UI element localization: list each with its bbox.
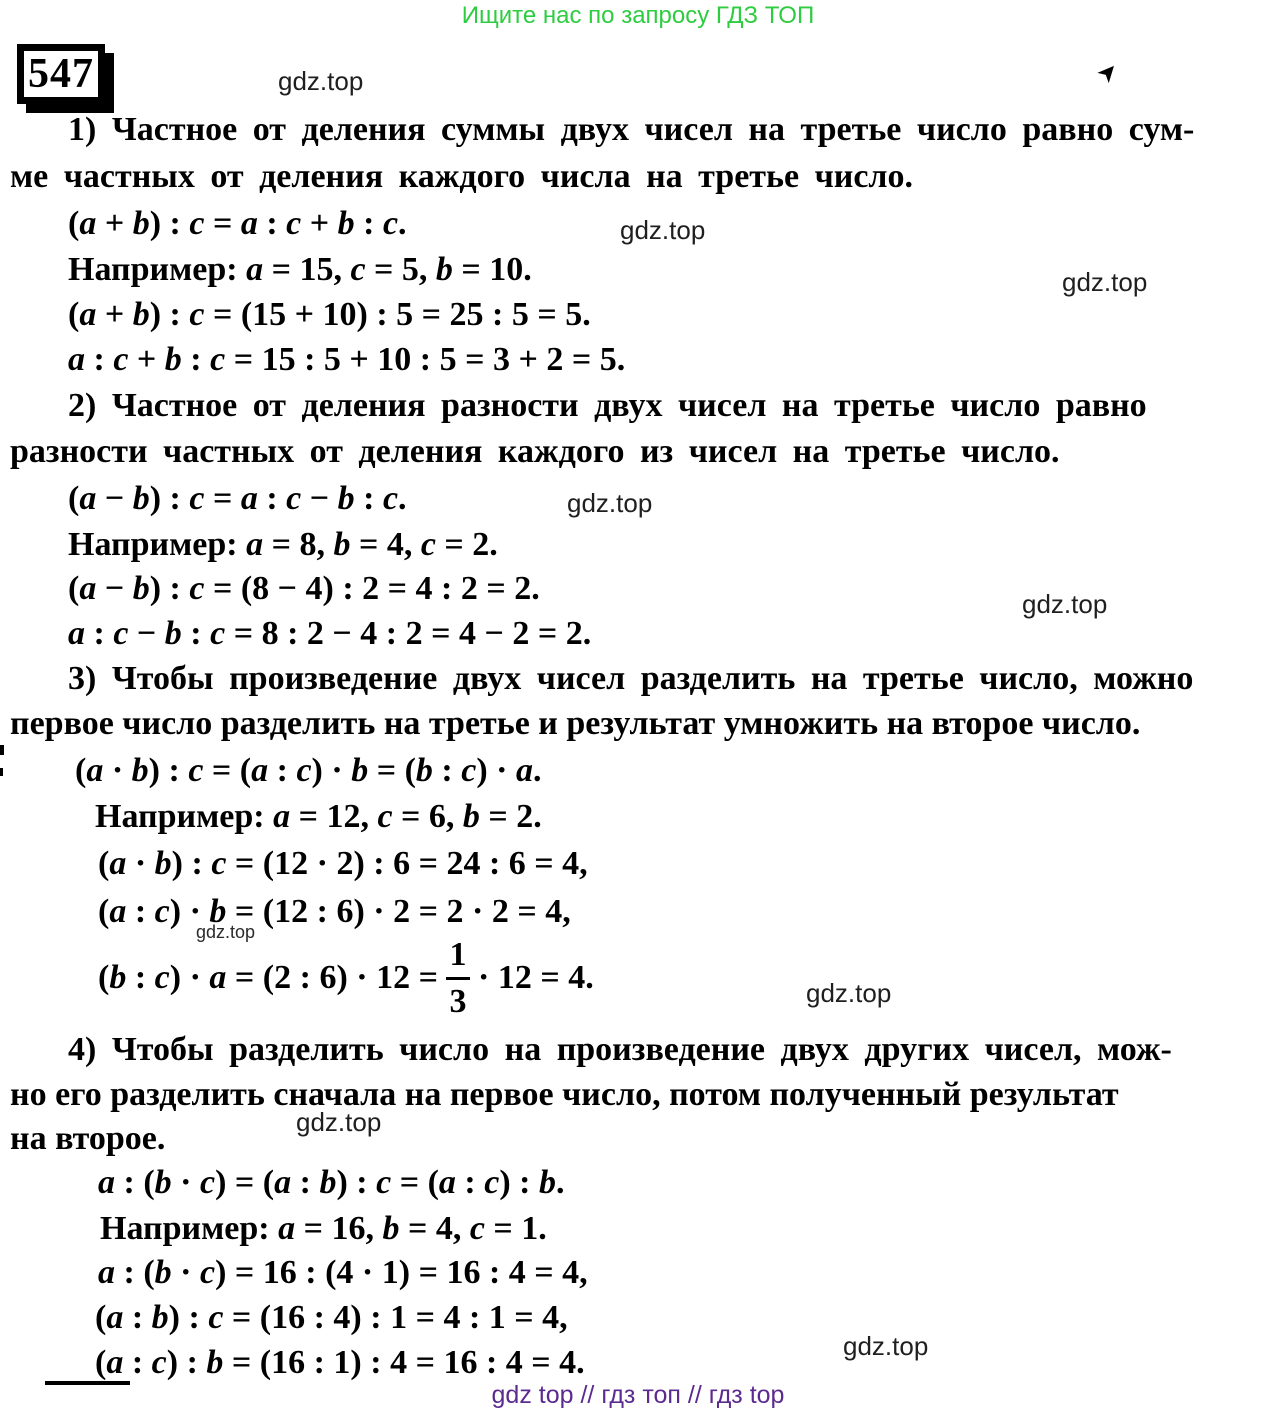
ink-smudge-icon: ➤ (1092, 56, 1125, 90)
statement-line: но его разделить сначала на первое число, потом полученный результат (10, 1076, 1119, 1113)
footer-watermark: gdz top // гдз топ // гдз top (491, 1381, 785, 1409)
gdz-watermark: gdz.top (567, 488, 653, 518)
statement-line: первое число разделить на третье и результат умножить на второе число. (10, 705, 1141, 742)
gdz-watermark: gdz.top (1022, 589, 1108, 619)
statement-line: ме частных от деления каждого числа на третье число. (10, 158, 913, 195)
example-line: Например: a = 12, c = 6, b = 2. (95, 798, 542, 835)
calc-line: a : c + b : c = 15 : 5 + 10 : 5 = 3 + 2 = 5. (68, 341, 626, 378)
gdz-watermark: gdz.top (196, 922, 256, 942)
calc-line: (a · b) : c = (12 · 2) : 6 = 24 : 6 = 4, (98, 845, 588, 882)
scan-artifact-tick (0, 768, 3, 776)
calc-line-with-fraction (98, 936, 594, 1020)
scan-artifact-tick (0, 745, 4, 755)
calc-line: (a : c) · b = (12 : 6) · 2 = 2 · 2 = 4, (98, 893, 571, 930)
fraction-numerator: 1 (449, 935, 467, 973)
statement-line: 2) Частное от деления разности двух чисел на третье число равно (68, 387, 1147, 424)
calc-line: (a + b) : c = (15 + 10) : 5 = 25 : 5 = 5. (68, 296, 591, 333)
formula-line: (a − b) : c = a : c − b : c. (68, 480, 407, 517)
calc-line: (a : b) : c = (16 : 4) : 1 = 4 : 1 = 4, (95, 1299, 568, 1336)
fraction-denominator: 3 (449, 982, 467, 1020)
example-line: Например: a = 8, b = 4, c = 2. (68, 526, 498, 563)
gdz-watermark: gdz.top (843, 1331, 929, 1361)
gdz-watermark: gdz.top (620, 215, 706, 245)
fraction-line-suffix: · 12 = 4. (477, 959, 594, 996)
example-line: Например: a = 15, c = 5, b = 10. (68, 251, 532, 288)
gdz-watermark: gdz.top (296, 1107, 382, 1137)
problem-number: 547 (28, 51, 94, 97)
calc-line: (a − b) : c = (8 − 4) : 2 = 4 : 2 = 2. (68, 570, 540, 607)
fraction-line-prefix: (b : c) · a = (2 : 6) · 12 = (98, 959, 438, 996)
fraction (446, 935, 470, 1020)
statement-line: 4) Чтобы разделить число на произведение двух других чисел, мож- (68, 1031, 1172, 1068)
statement-line: разности частных от деления каждого из чисел на третье число. (10, 433, 1060, 470)
formula-line: (a + b) : c = a : c + b : c. (68, 205, 407, 242)
statement-line: на второе. (10, 1120, 166, 1157)
gdz-watermark: gdz.top (806, 978, 892, 1008)
gdz-watermark: gdz.top (278, 66, 364, 96)
example-line: Например: a = 16, b = 4, c = 1. (100, 1210, 547, 1247)
site-banner: Ищите нас по запросу ГДЗ ТОП (461, 2, 815, 29)
statement-line: 3) Чтобы произведение двух чисел разделить на третье число, можно (68, 660, 1194, 697)
gdz-watermark: gdz.top (1062, 267, 1148, 297)
calc-line: (a : c) : b = (16 : 1) : 4 = 16 : 4 = 4. (95, 1344, 585, 1381)
problem-number-badge (17, 44, 105, 104)
formula-line: a : (b · c) = (a : b) : c = (a : c) : b. (98, 1164, 565, 1201)
calc-line: a : (b · c) = 16 : (4 · 1) = 16 : 4 = 4, (98, 1254, 588, 1291)
calc-line: a : c − b : c = 8 : 2 − 4 : 2 = 4 − 2 = 2. (68, 615, 592, 652)
statement-line: 1) Частное от деления суммы двух чисел на третье число равно сум- (68, 111, 1195, 148)
formula-line: (a · b) : c = (a : c) · b = (b : c) · a. (75, 752, 542, 789)
fraction-bar (446, 977, 470, 980)
